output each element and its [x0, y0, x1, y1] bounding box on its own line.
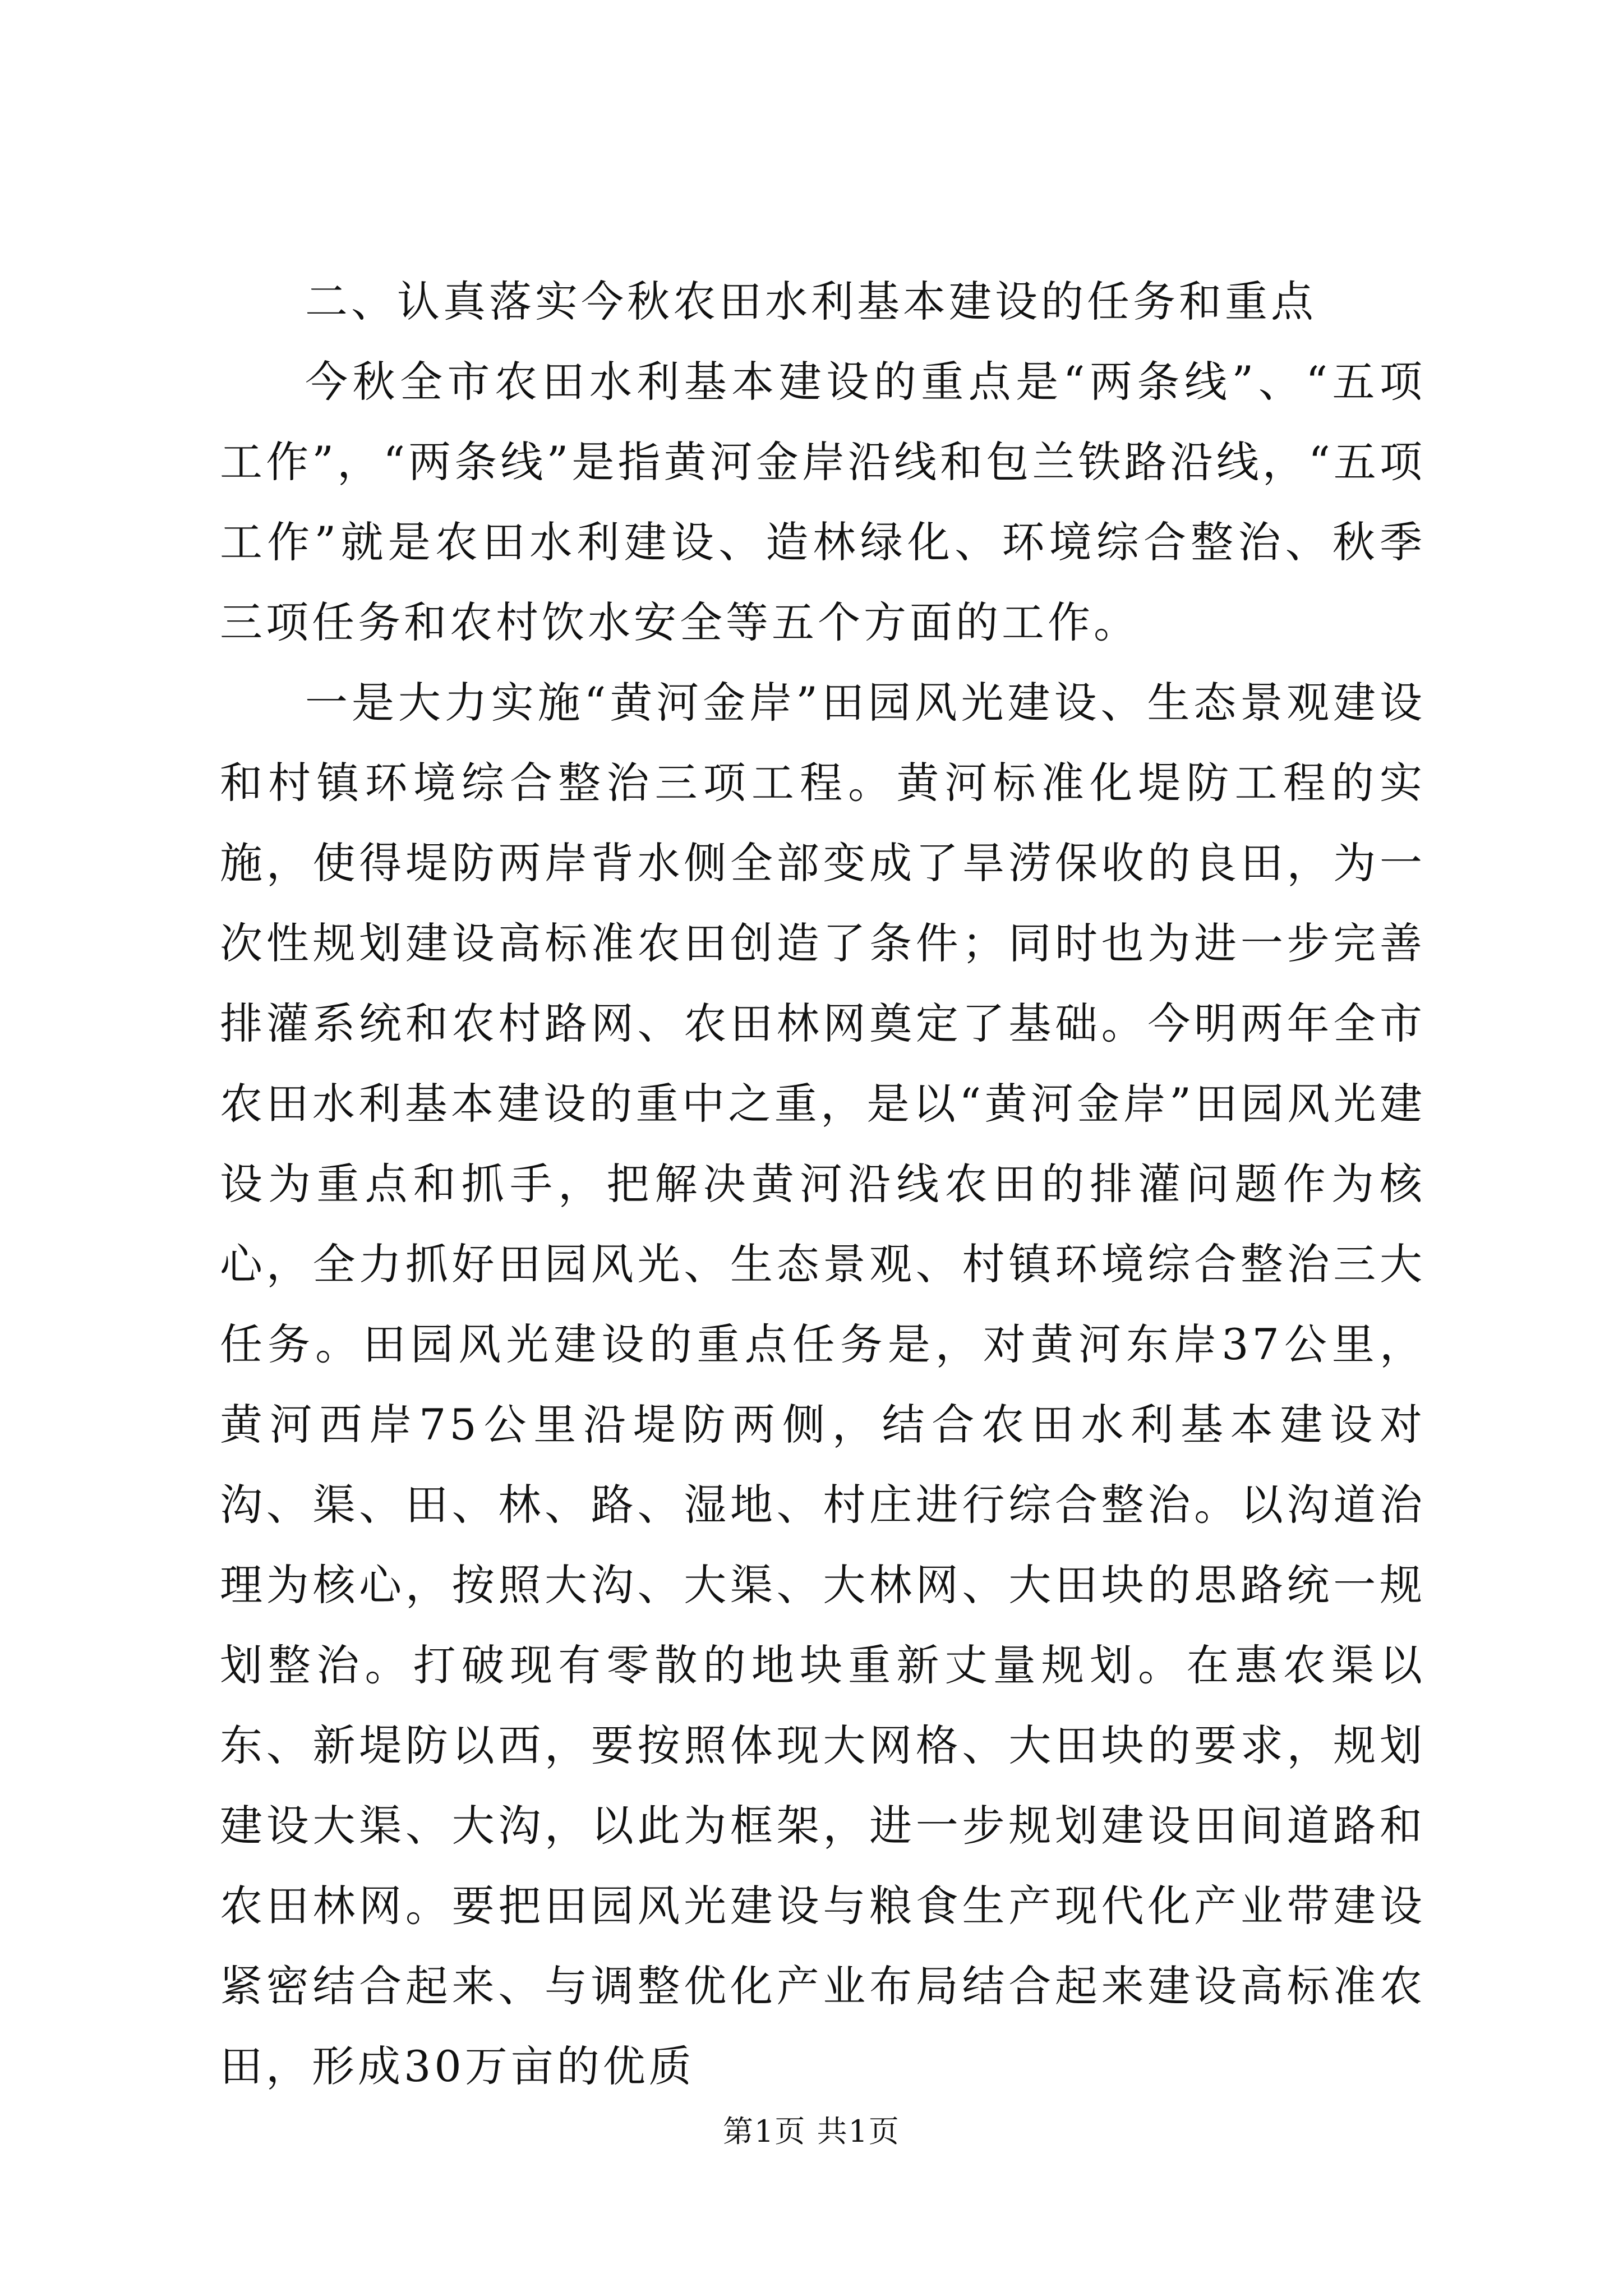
paragraph-2: 一是大力实施“黄河金岸”田园风光建设、生态景观建设和村镇环境综合整治三项工程。黄河标准化堤防工程的实施，使得堤防两岸背水侧全部变成了旱涝保收的良田，为一次性规划建设高标准农田创造了条件；同时也为进一步完善排灌系统和农村路网、农田林网奠定了基础。今明两年全市农田水利基本建设的重中之重，是以“黄河金岸”田园风光建设为重点和抓手，把解决黄河沿线农田的排灌问题作为核心，全力抓好田园风光、生态景观、村镇环境综合整治三大任务。田园风光建设的重点任务是，对黄河东岸37公里，黄河西岸75公里沿堤防两侧，结合农田水利基本建设对沟、渠、田、林、路、湿地、村庄进行综合整治。以沟道治理为核心，按照大沟、大渠、大林网、大田块的思路统一规划整治。打破现有零散的地块重新丈量规划。在惠农渠以东、新堤防以西，要按照体现大网格、大田块的要求，规划建设大渠、大沟，以此为框架，进一步规划建设田间道路和农田林网。要把田园风光建设与粮食生产现代化产业带建设紧密结合起来、与调整优化产业布局结合起来建设高标准农田，形成30万亩的优质 — [220, 678, 1426, 2091]
paragraph-1: 今秋全市农田水利基本建设的重点是“两条线”、“五项工作”，“两条线”是指黄河金岸沿线和包兰铁路沿线，“五项工作”就是农田水利建设、造林绿化、环境综合整治、秋季三项任务和农村饮水安全等五个方面的工作。 — [220, 357, 1426, 647]
section-heading: 二、认真落实今秋农田水利基本建设的任务和重点 — [305, 277, 1317, 326]
document-body — [220, 261, 1426, 2106]
page-footer: 第1页 共1页 — [723, 2114, 900, 2149]
